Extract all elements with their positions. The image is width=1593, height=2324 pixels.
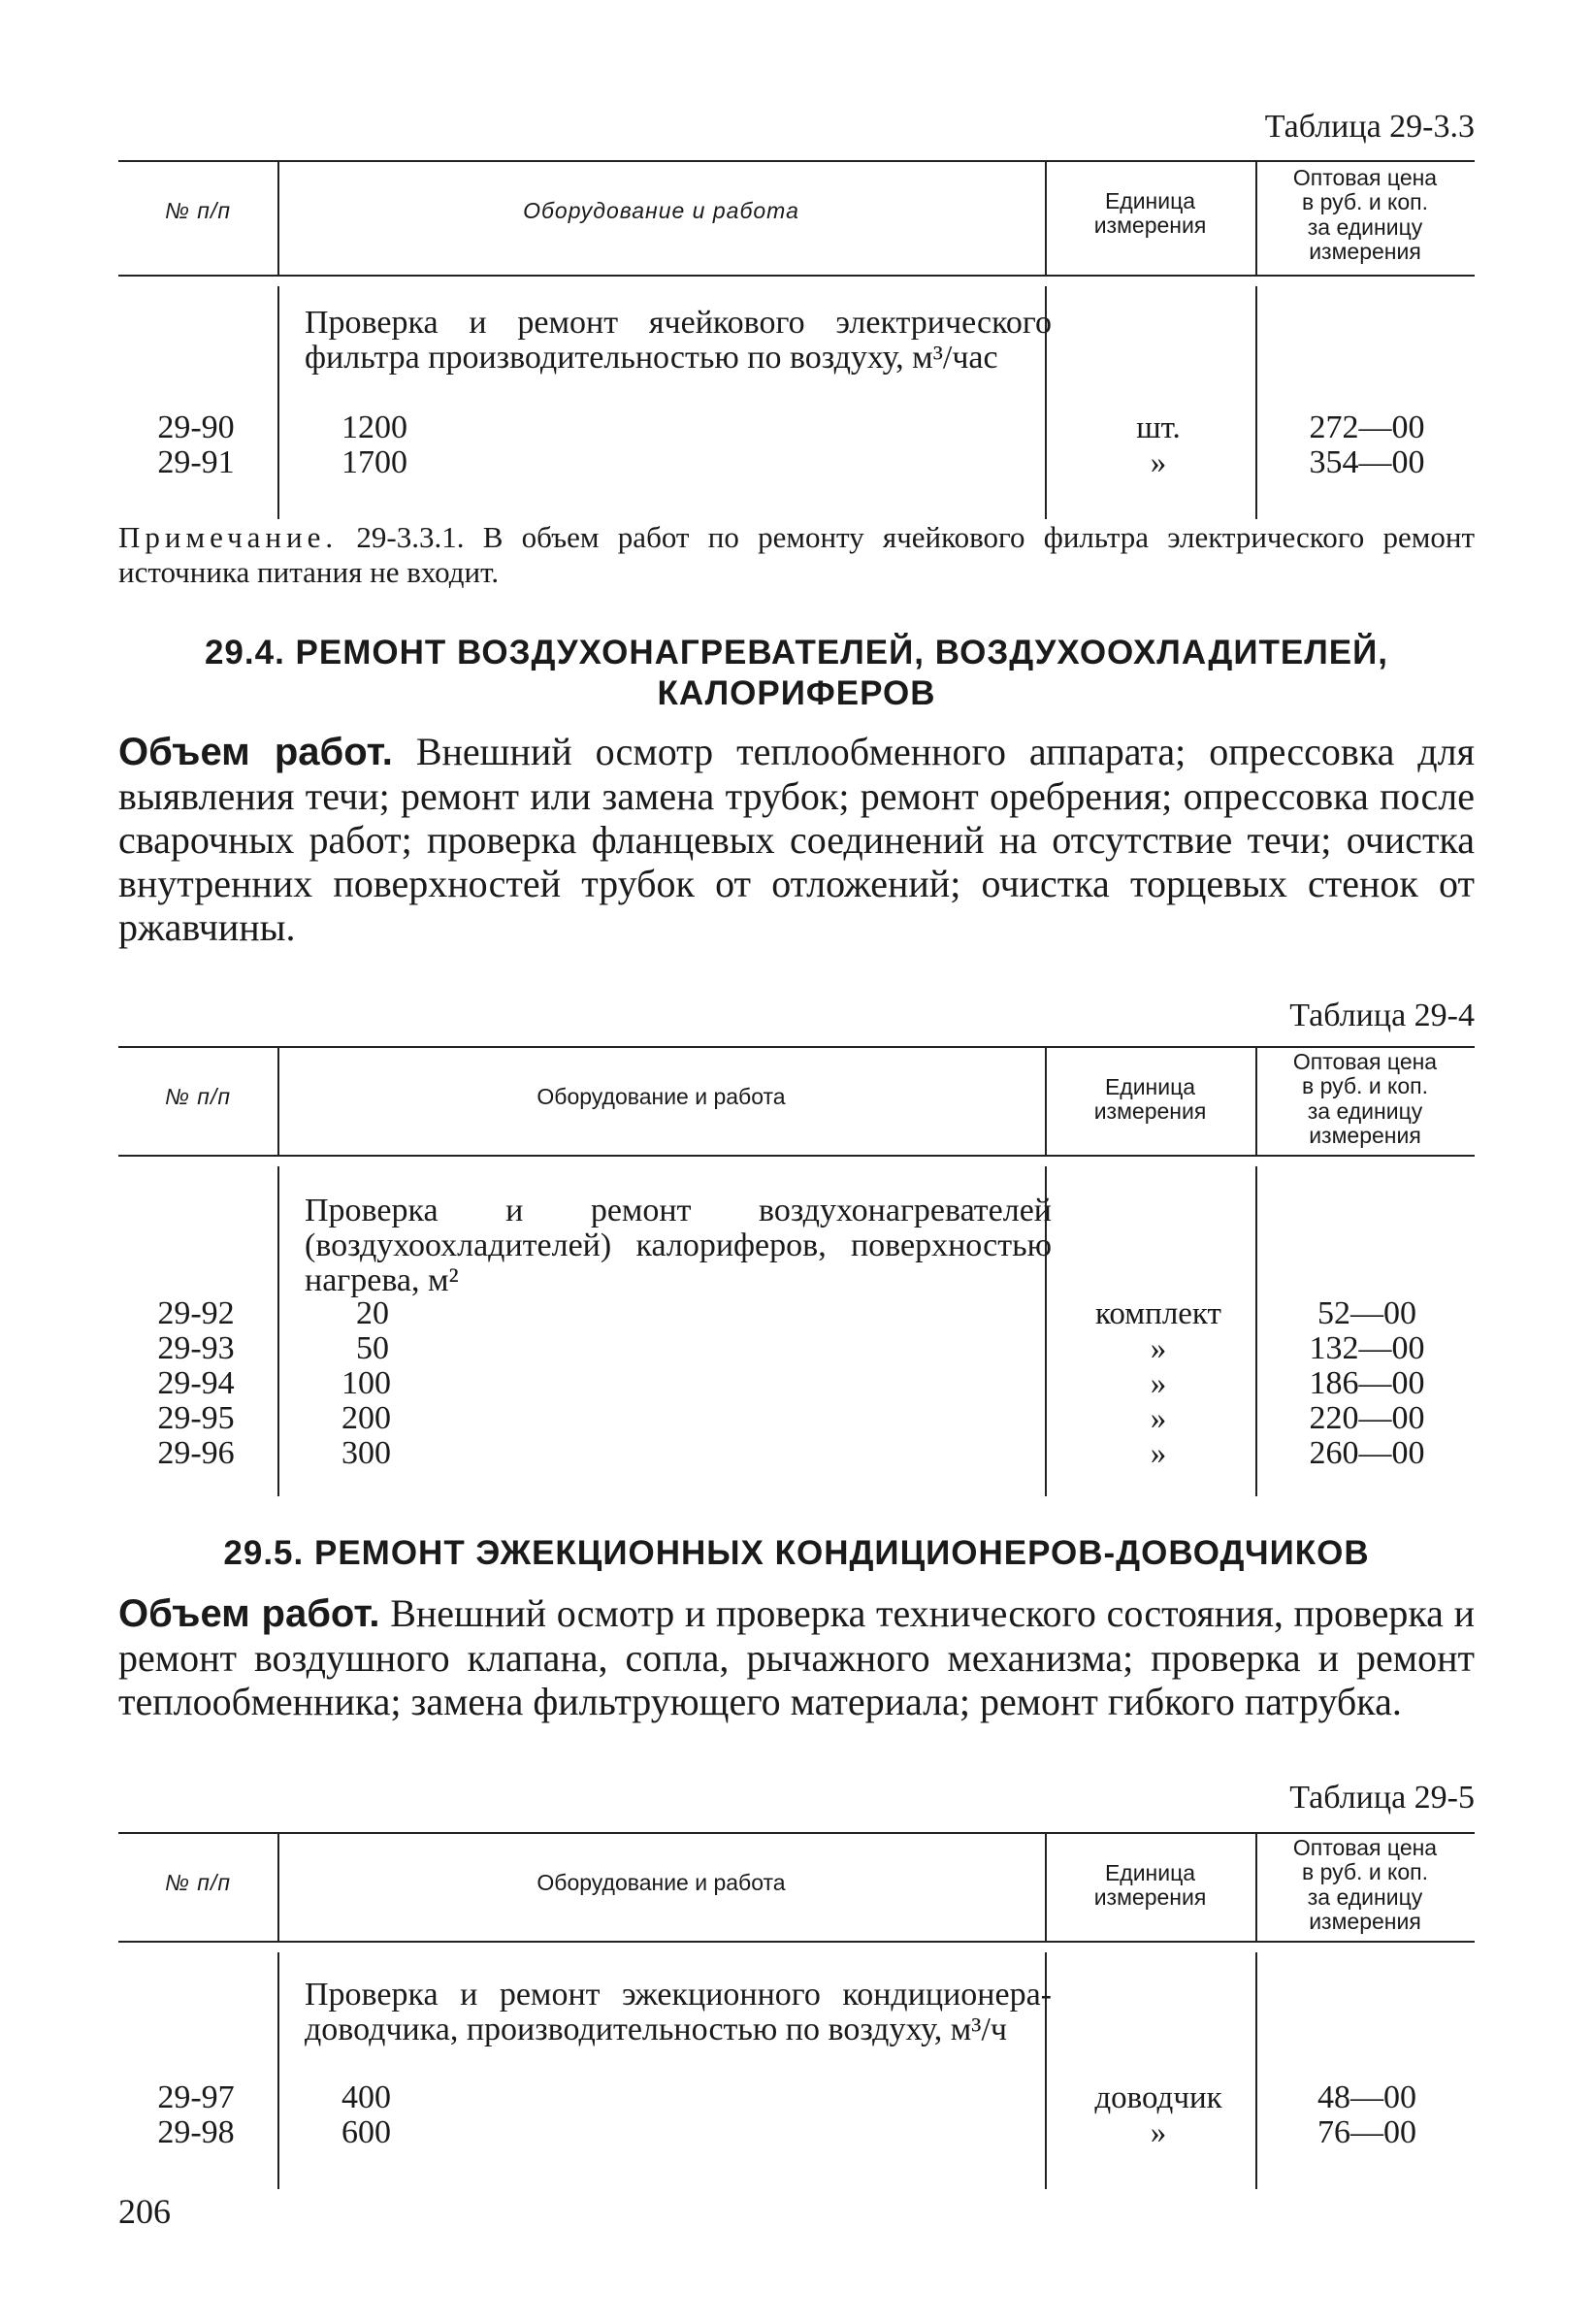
header-price-line: Оптовая цена [1292, 1049, 1438, 1074]
row-value: 300 [341, 1435, 391, 1471]
page-number: 206 [118, 2192, 171, 2231]
scope-text: Внешний осмотр теплообменного аппарата; опрессовка для выявления течи; ремонт или замена трубок; ремонт оребрения; опрессовка после сварочных работ; проверка фланцевых соединений на отсутствие течи; очистка внутренних поверхностей трубок от отложений; очистка торцевых стенок от ржавчины. [118, 730, 1476, 949]
header-price-line: измерения [1309, 238, 1421, 264]
section-29-4-title [118, 633, 1475, 714]
header-price-line: в руб. и коп. [1301, 189, 1429, 215]
header-unit [1045, 189, 1255, 239]
header-bottom-rule [118, 1155, 1475, 1157]
table-description: Проверка и ремонт воздухонагревателей (воздухоохладителей) калориферов, поверхностью нагрева, м² [305, 1193, 1052, 1298]
table-top-rule [118, 160, 1475, 162]
row-unit: шт. [1136, 410, 1181, 445]
row-unit: » [1150, 1436, 1167, 1471]
row-unit: » [1150, 1401, 1167, 1436]
row-number: 29-93 [157, 1330, 235, 1366]
table-29-5 [118, 1832, 1475, 2191]
scope-text: Внешний осмотр и проверка технического состояния, проверка и ремонт воздушного клапана, сопла, рычажного механизма; проверка и ремонт теплообменника; замена фильтрующего материала; ремонт гибкого патрубка. [118, 1591, 1475, 1723]
header-price [1255, 1050, 1475, 1148]
row-number: 29-90 [157, 409, 235, 445]
header-work: Оборудование и работа [536, 1870, 786, 1895]
header-unit-line: Единица [1104, 188, 1196, 213]
section-29-5-title: 29.5. РЕМОНТ ЭЖЕКЦИОННЫХ КОНДИЦИОНЕРОВ-ДОВОДЧИКОВ [223, 1534, 1370, 1572]
row-unit: доводчик [1094, 2080, 1222, 2115]
header-bottom-rule [118, 1941, 1475, 1943]
row-unit: комплект [1095, 1296, 1221, 1331]
header-price-line: Оптовая цена [1292, 165, 1438, 190]
row-price: 272—00 [1309, 409, 1425, 445]
table-note [118, 520, 1475, 590]
table-description: Проверка и ремонт ячейкового электрического фильтра производительностью по воздуху, м³/час [305, 305, 1052, 376]
row-value: 1200 [341, 409, 407, 445]
section-title-line: 29.4. РЕМОНТ ВОЗДУХОНАГРЕВАТЕЛЕЙ, ВОЗДУХООХЛАДИТЕЛЕЙ, [204, 634, 1389, 671]
row-value: 50 [356, 1330, 389, 1366]
row-value: 400 [341, 2079, 391, 2115]
col-divider [1255, 1166, 1257, 1496]
header-unit-line: Единица [1104, 1860, 1196, 1885]
row-number: 29-95 [157, 1400, 235, 1436]
header-num: № п/п [164, 1870, 231, 1895]
row-unit: » [1150, 1331, 1167, 1366]
col-divider [1255, 286, 1257, 519]
table-top-rule [118, 1832, 1475, 1834]
header-price-line: в руб. и коп. [1301, 1859, 1429, 1885]
col-divider [277, 1952, 279, 2189]
header-unit [1045, 1861, 1255, 1911]
header-price [1255, 166, 1475, 264]
row-unit: » [1150, 445, 1167, 480]
row-number: 29-98 [157, 2114, 235, 2150]
header-num: № п/п [164, 198, 231, 223]
scope-label: Объем работ. [118, 731, 393, 773]
col-divider [277, 1166, 279, 1496]
row-value: 200 [341, 1400, 391, 1436]
header-bottom-rule [118, 275, 1475, 277]
header-price-line: измерения [1309, 1122, 1421, 1148]
header-price-line: Оптовая цена [1292, 1835, 1438, 1860]
row-price: 354—00 [1309, 444, 1425, 480]
section-title-line: КАЛОРИФЕРОВ [657, 674, 936, 712]
row-price: 48—00 [1317, 2079, 1416, 2115]
row-price: 76—00 [1317, 2114, 1416, 2150]
header-work: Оборудование и работа [536, 1084, 786, 1109]
header-num: № п/п [164, 1084, 231, 1109]
row-price: 132—00 [1309, 1330, 1425, 1366]
table-4-caption: Таблица 29-4 [1289, 998, 1475, 1033]
header-price-line: измерения [1309, 1908, 1421, 1934]
row-price: 260—00 [1309, 1435, 1425, 1471]
header-unit-line: Единица [1104, 1074, 1196, 1099]
header-unit-line: измерения [1093, 213, 1207, 239]
header-price-line: за единицу [1307, 1097, 1423, 1124]
row-number: 29-91 [157, 444, 235, 480]
table-description: Проверка и ремонт эжекционного кондиционера-доводчика, производительностью по воздуху, м³/ч [305, 1977, 1052, 2047]
row-number: 29-97 [157, 2079, 235, 2115]
header-unit-line: измерения [1093, 1884, 1207, 1911]
table-29-4 [118, 1046, 1475, 1502]
row-number: 29-94 [157, 1365, 235, 1401]
table-5-caption: Таблица 29-5 [1289, 1780, 1475, 1816]
header-price [1255, 1836, 1475, 1934]
note-text: 29-3.3.1. В объем работ по ремонту ячейкового фильтра электрического ремонт источника питания не входит. [118, 520, 1475, 589]
section-29-5-scope [118, 1591, 1475, 1723]
header-unit [1045, 1075, 1255, 1125]
row-price: 52—00 [1317, 1295, 1416, 1331]
header-price-line: за единицу [1307, 1883, 1423, 1910]
row-price: 186—00 [1309, 1365, 1425, 1401]
row-value: 20 [356, 1295, 389, 1331]
table-3-3-caption: Таблица 29-3.3 [1264, 109, 1475, 145]
table-top-rule [118, 1046, 1475, 1048]
header-unit-line: измерения [1093, 1098, 1207, 1125]
header-work: Оборудование и работа [523, 198, 799, 223]
scope-label: Объем работ. [118, 1592, 380, 1635]
col-divider [277, 286, 279, 519]
section-29-4-scope [118, 730, 1475, 949]
row-unit: » [1150, 2115, 1167, 2150]
table-29-3-3 [118, 160, 1475, 519]
row-value: 600 [341, 2114, 391, 2150]
header-price-line: в руб. и коп. [1301, 1073, 1429, 1099]
col-divider [1255, 1952, 1257, 2189]
row-price: 220—00 [1309, 1400, 1425, 1436]
note-label: Примечание. [118, 520, 339, 554]
row-number: 29-92 [157, 1295, 235, 1331]
row-value: 100 [341, 1365, 391, 1401]
header-price-line: за единицу [1307, 213, 1423, 240]
row-unit: » [1150, 1366, 1167, 1401]
row-value: 1700 [341, 444, 407, 480]
row-number: 29-96 [157, 1435, 235, 1471]
